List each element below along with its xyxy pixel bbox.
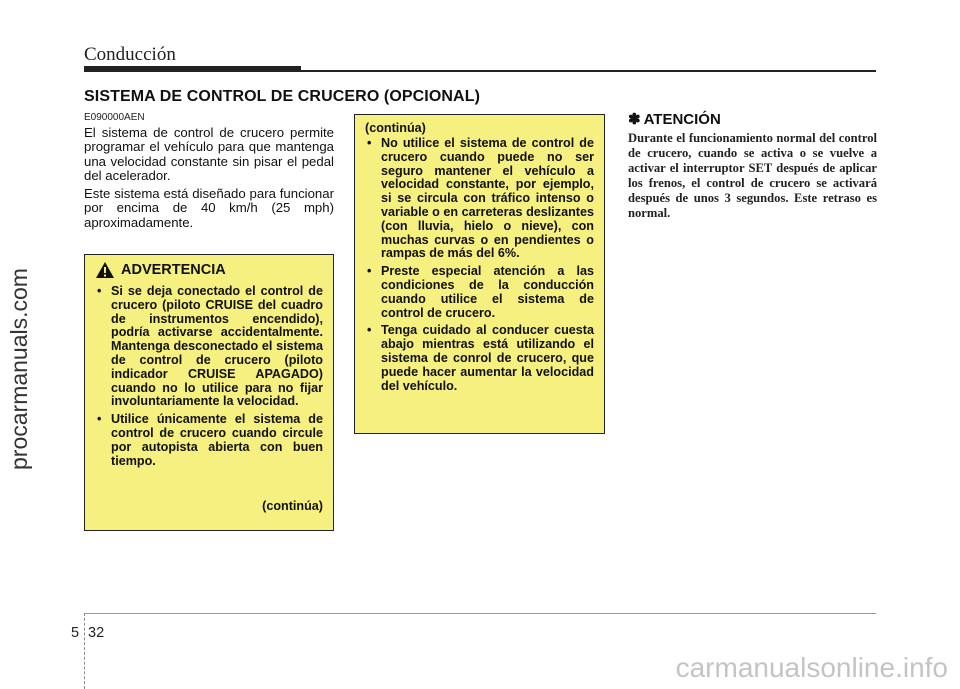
warning-title: ADVERTENCIA [121,262,226,278]
warning-triangle-icon [95,261,115,279]
header-bar-thin [301,70,876,72]
attention-title: ATENCIÓN [643,110,721,128]
intro-paragraph: El sistema de control de crucero permite programar el vehículo para que mantenga una velocidad constante sin pisar el pedal del acelerador. [84,125,334,184]
attention-star-icon: ✽ [628,111,641,128]
warning-bullet: • Utilice únicamente el sistema de control de crucero cuando circule por autopista abierta con buen tiempo. [95,413,323,468]
warning-continued: (continúa) [262,499,323,513]
section-code: E090000AEN [84,112,145,123]
header-bar-thick [84,66,301,72]
continuation-box [354,114,605,434]
bottom-watermark: carmanualsonline.info [675,652,948,683]
page-header-title: Conducción [84,44,176,65]
warning-box [84,254,334,531]
warning-list [95,285,323,472]
continuation-label: (continúa) [365,121,426,135]
footer-chapter-number: 5 [71,625,80,641]
section-heading: SISTEMA DE CONTROL DE CRUCERO (OPCIONAL) [84,88,481,105]
attention-heading [628,110,721,128]
footer-divider [84,613,85,689]
warning-bullet: • Si se deja conectado el control de crucero (piloto CRUISE del cuadro de instrumentos encendido), podría activarse accidentalmente. Mantenga desconectado el sistema de control de crucero (piloto indicador CRUISE APAGADO) cuando no lo utilice para no fijar involuntariamente la velocidad. [95,285,323,409]
footer-page-number: 32 [88,625,105,641]
continuation-bullet: • Tenga cuidado al conducer cuesta abajo mientras está utilizando el sistema de conrol de crucero, que puede hacer aumentar la velocidad del vehículo. [365,324,594,393]
continuation-list [365,137,594,397]
continuation-bullet: • No utilice el sistema de control de crucero cuando puede no ser seguro mantener el vehículo a velocidad constante, por ejemplo, si se circula con tráfico intenso o variable o en carreteras deslizantes (con lluvia, hielo o nieve), con muchas curvas o en pendientes o rampas de más del 6%. [365,137,594,261]
footer-rule [84,613,876,614]
continuation-bullet: • Preste especial atención a las condiciones de la conducción cuando utilice el sistema de control de crucero. [365,265,594,320]
warning-header [95,261,226,279]
speed-paragraph: Este sistema está diseñado para funcionar por encima de 40 km/h (25 mph) aproximadamente. [84,186,334,230]
attention-text: Durante el funcionamiento normal del control de crucero, cuando se activa o se vuelve a activar el interruptor SET después de aplicar los frenos, el control de crucero se activará después de unos 3 segundos. Este retraso es normal. [628,131,877,220]
side-watermark: procarmanuals.com [6,268,32,470]
